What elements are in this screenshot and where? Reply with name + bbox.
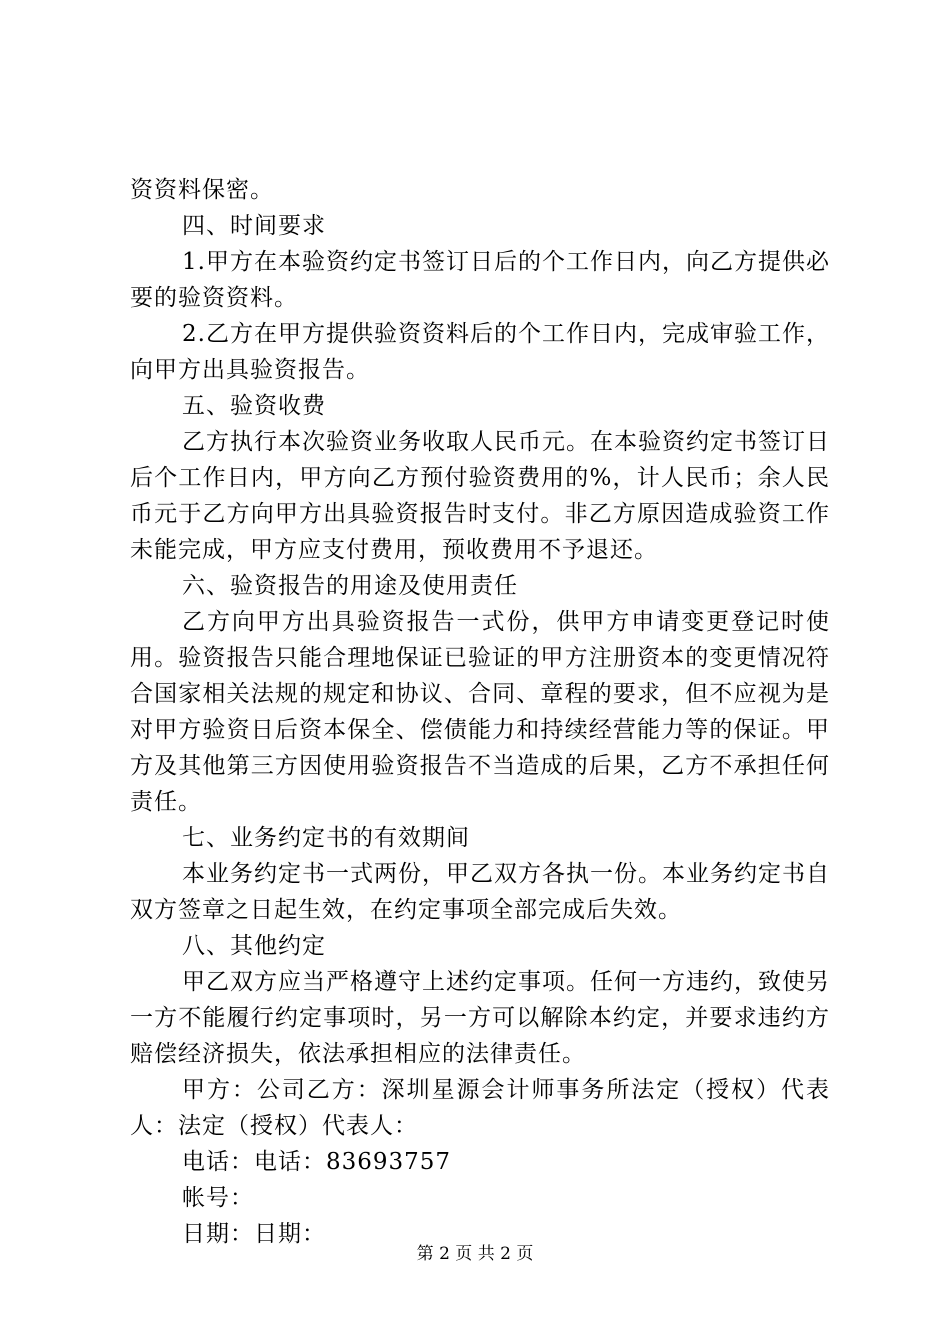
- paragraph-time-item-2: 2.乙方在甲方提供验资资料后的个工作日内，完成审验工作，向甲方出具验资报告。: [130, 321, 830, 383]
- signature-parties: 甲方：公司乙方：深圳星源会计师事务所法定（授权）代表人：法定（授权）代表人：: [130, 1077, 830, 1139]
- section-heading-fees: 五、验资收费: [182, 393, 326, 419]
- page-footer: [0, 1242, 950, 1266]
- signature-phone: 电话：电话：83693757: [182, 1149, 452, 1175]
- page-number-label: 第 2 页 共 2 页: [416, 1244, 534, 1264]
- signature-date: 日期：日期：: [182, 1221, 326, 1247]
- document-body: [130, 172, 830, 1252]
- paragraph-fees: 乙方执行本次验资业务收取人民币元。在本验资约定书签订日后个工作日内，甲方向乙方预付验资费用的%，计人民币；余人民币元于乙方向甲方出具验资报告时支付。非乙方原因造成验资工作未能完成，甲方应支付费用，预收费用不予退还。: [130, 429, 830, 563]
- section-heading-other: 八、其他约定: [182, 933, 326, 959]
- paragraph-report-usage: 乙方向甲方出具验资报告一式份，供甲方申请变更登记时使用。验资报告只能合理地保证已验证的甲方注册资本的变更情况符合国家相关法规的规定和协议、合同、章程的要求，但不应视为是对甲方验资日后资本保全、偿债能力和持续经营能力等的保证。甲方及其他第三方因使用验资报告不当造成的后果，乙方不承担任何责任。: [130, 609, 830, 815]
- paragraph-other: 甲乙双方应当严格遵守上述约定事项。任何一方违约，致使另一方不能履行约定事项时，另一方可以解除本约定，并要求违约方赔偿经济损失，依法承担相应的法律责任。: [130, 969, 830, 1067]
- section-heading-validity: 七、业务约定书的有效期间: [182, 825, 470, 851]
- paragraph-confidentiality-end: 资资料保密。: [130, 177, 274, 203]
- paragraph-time-item-1: 1.甲方在本验资约定书签订日后的个工作日内，向乙方提供必要的验资资料。: [130, 249, 830, 311]
- signature-account: 帐号：: [182, 1185, 254, 1211]
- section-heading-report-usage: 六、验资报告的用途及使用责任: [182, 573, 518, 599]
- section-heading-time-requirements: 四、时间要求: [182, 213, 326, 239]
- paragraph-validity: 本业务约定书一式两份，甲乙双方各执一份。本业务约定书自双方签章之日起生效，在约定事项全部完成后失效。: [130, 861, 830, 923]
